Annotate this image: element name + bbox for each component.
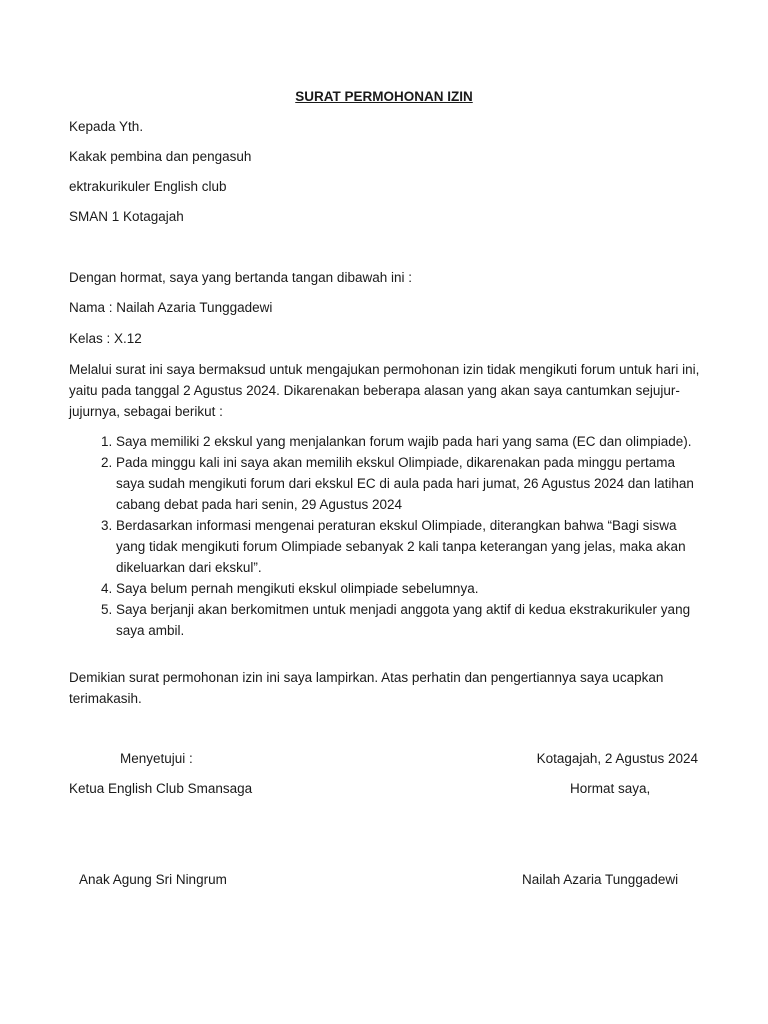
reason-item-5: 5. Saya berjanji akan berkomitmen untuk menjadi anggota yang aktif di kedua ekstrakurikuler yang saya ambil. xyxy=(116,599,701,641)
recipient-line-4: SMAN 1 Kotagajah xyxy=(69,209,184,224)
recipient-line-2: Kakak pembina dan pengasuh xyxy=(69,149,252,164)
name-field: Nama : Nailah Azaria Tunggadewi xyxy=(69,300,273,315)
reason-item-2: 2. Pada minggu kali ini saya akan memilih ekskul Olimpiade, dikarenakan pada minggu pertama saya sudah mengikuti forum dari ekskul EC di aula pada hari jumat, 26 Agustus 2024 dan latihan cabang debat pada hari senin, 29 Agustus 2024 xyxy=(116,452,701,515)
reason-item-3: 3. Berdasarkan informasi mengenai peraturan ekskul Olimpiade, diterangkan bahwa “Bagi siswa yang tidak mengikuti forum Olimpiade sebanyak 2 kali tanpa keterangan yang jelas, maka akan dikeluarkan dari ekskul”. xyxy=(116,515,701,578)
class-field: Kelas : X.12 xyxy=(69,331,142,346)
approval-heading: Menyetujui : xyxy=(120,751,193,766)
reason-item-4: 4. Saya belum pernah mengikuti ekskul olimpiade sebelumnya. xyxy=(116,578,701,599)
letter-title: SURAT PERMOHONAN IZIN xyxy=(295,89,473,104)
closing-paragraph: Demikian surat permohonan izin ini saya lampirkan. Atas perhatin dan pengertiannya saya ucapkan terimakasih. xyxy=(69,670,664,706)
approver-name: Anak Agung Sri Ningrum xyxy=(79,872,227,887)
reasons-list xyxy=(69,431,701,641)
intro-paragraph: Melalui surat ini saya bermaksud untuk mengajukan permohonan izin tidak mengikuti forum untuk hari ini, yaitu pada tanggal 2 Agustus 2024. Dikarenakan beberapa alasan yang akan saya cantumkan sejujur-jujurnya, sebagai berikut : xyxy=(69,362,700,419)
greeting-line: Dengan hormat, saya yang bertanda tangan dibawah ini : xyxy=(69,270,412,285)
sender-name: Nailah Azaria Tunggadewi xyxy=(522,872,679,887)
place-date: Kotagajah, 2 Agustus 2024 xyxy=(536,751,698,766)
sender-heading: Hormat saya, xyxy=(570,781,651,796)
approver-role: Ketua English Club Smansaga xyxy=(69,781,253,796)
recipient-line-3: ektrakurikuler English club xyxy=(69,179,227,194)
recipient-line-1: Kepada Yth. xyxy=(69,119,144,134)
reason-item-1: 1. Saya memiliki 2 ekskul yang menjalankan forum wajib pada hari yang sama (EC dan olimpiade). xyxy=(116,431,701,452)
